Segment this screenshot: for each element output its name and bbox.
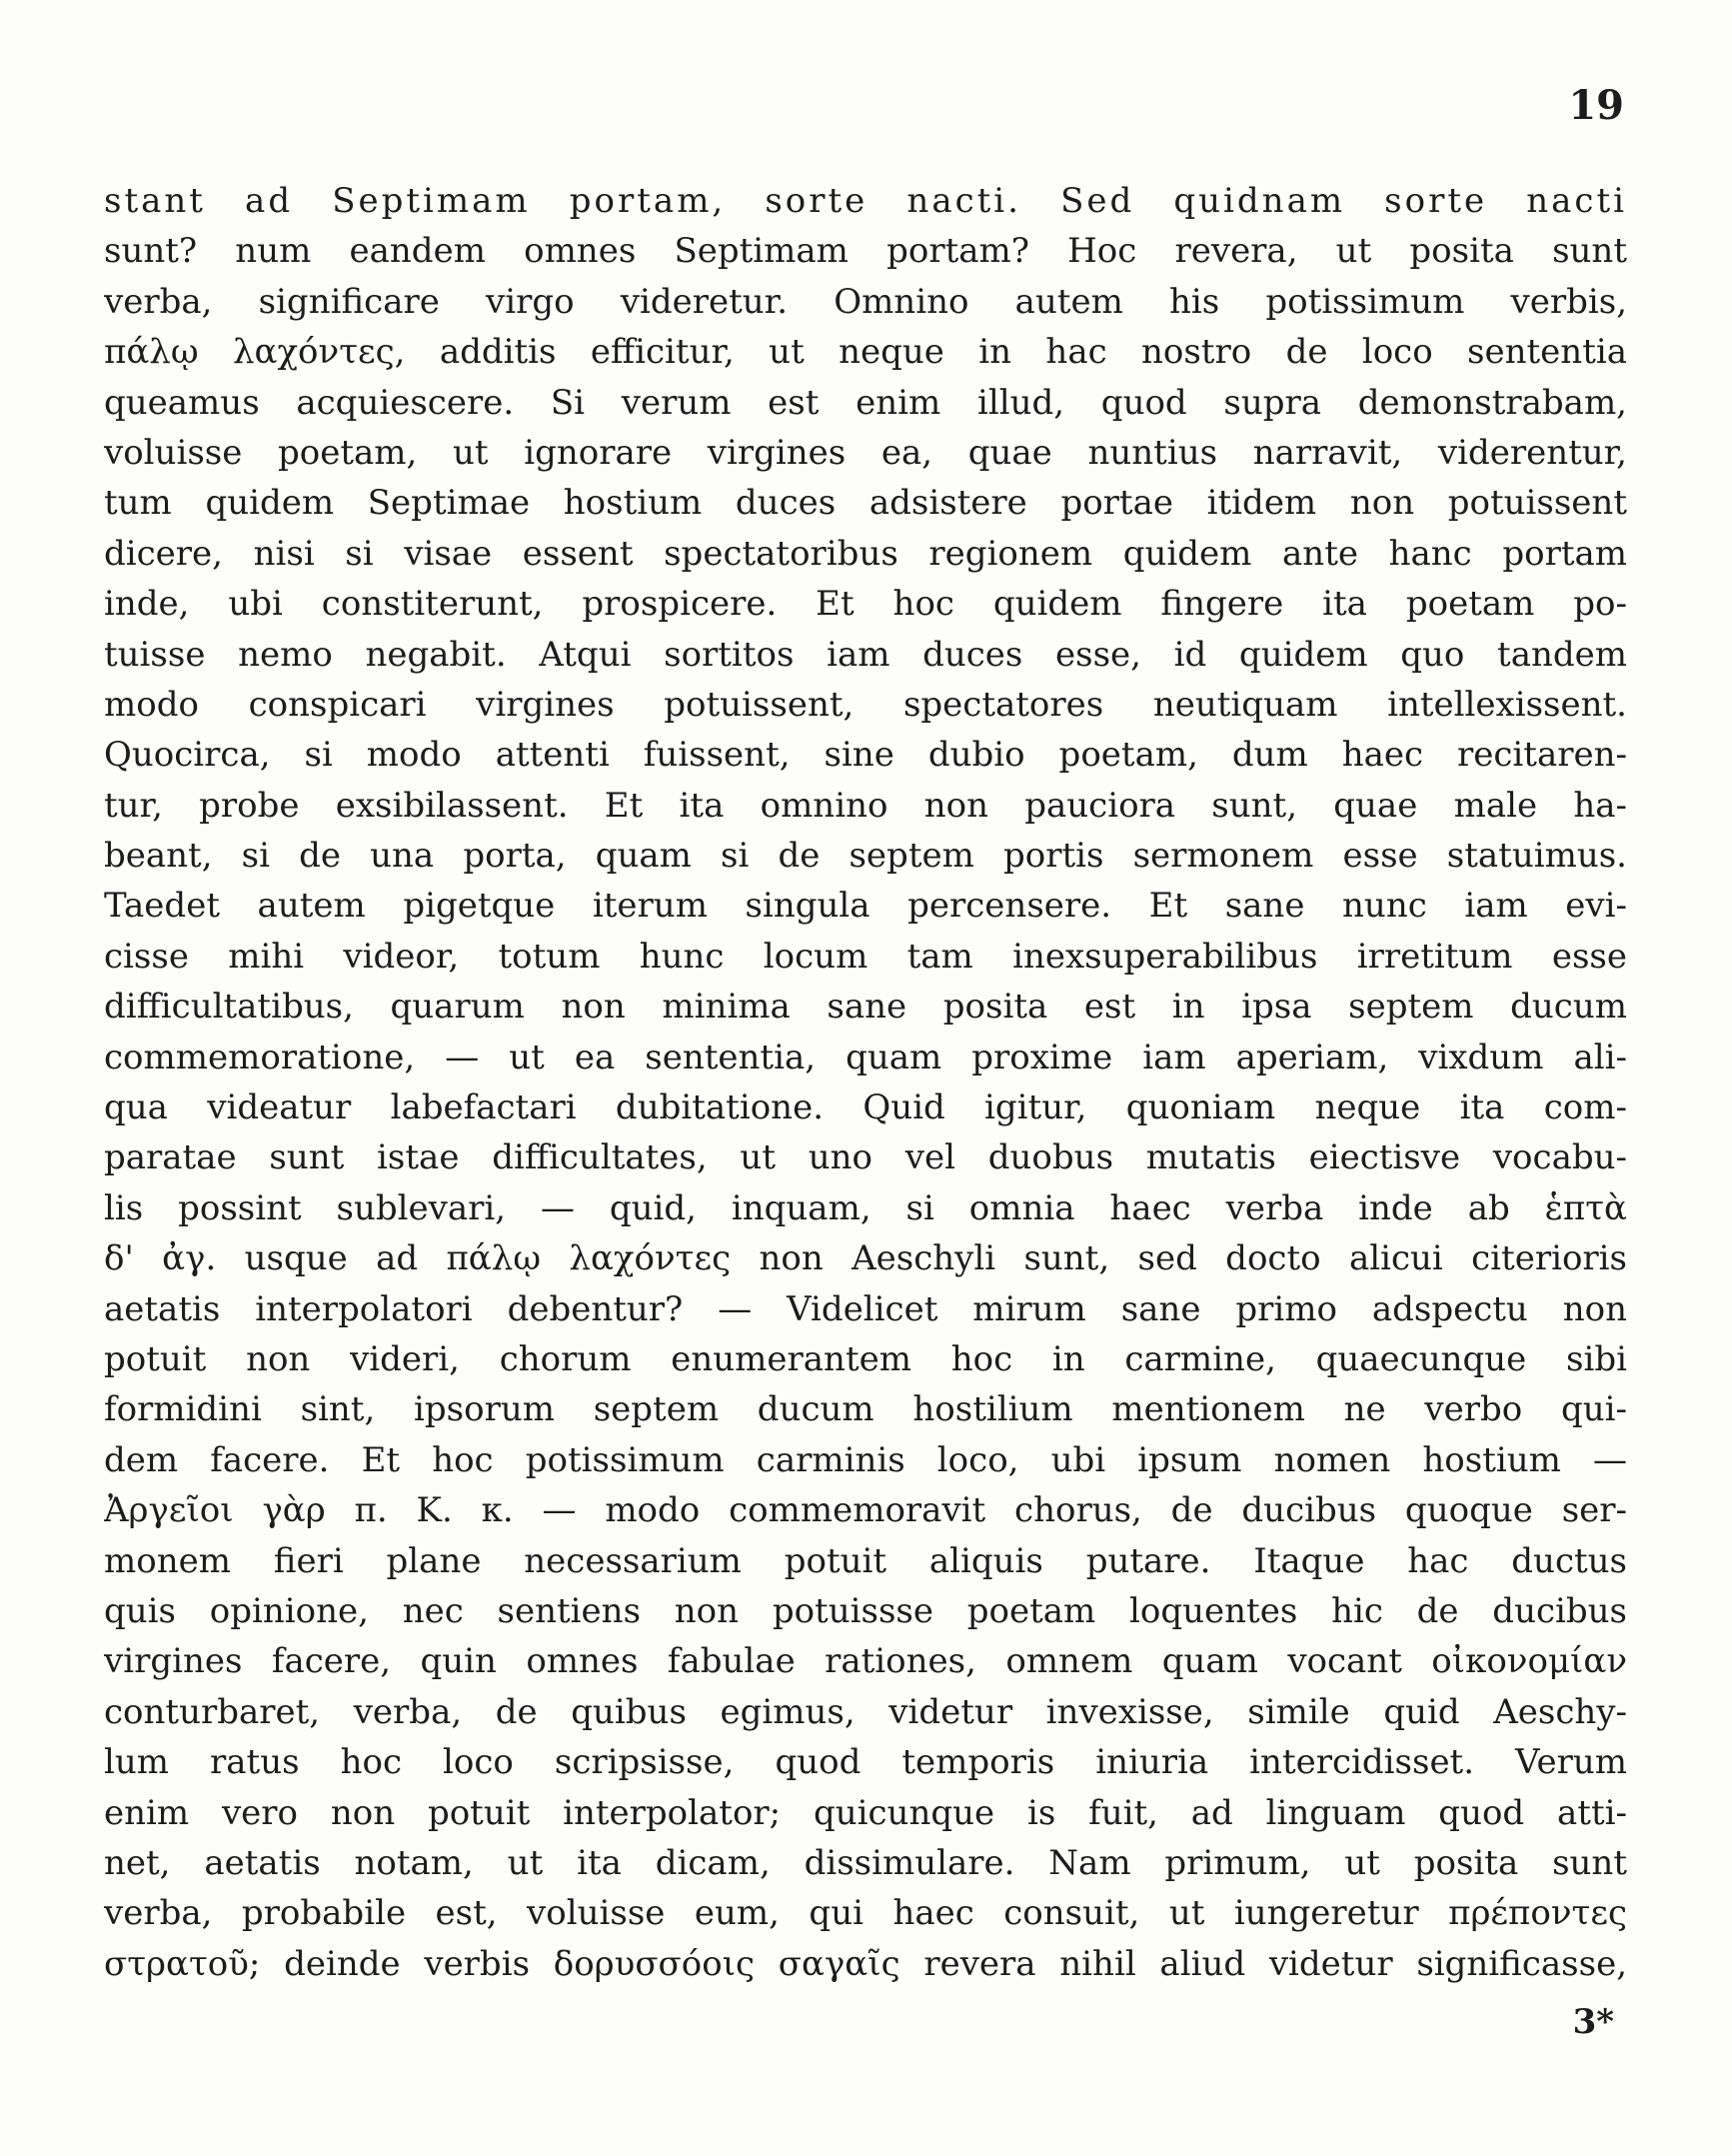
text-line: lum ratus hoc loco scripsisse, quod temporis iniuria intercidisset. Verum: [104, 1742, 1627, 1783]
text-line: πάλῳ λαχόντες, additis efficitur, ut neque in hac nostro de loco sententia: [104, 332, 1627, 373]
text-line: formidini sint, ipsorum septem ducum hostilium mentionem ne verbo qui-: [104, 1389, 1627, 1430]
text-line: modo conspicari virgines potuissent, spectatores neutiquam intellexissent.: [104, 684, 1627, 725]
text-line: inde, ubi constiterunt, prospicere. Et hoc quidem fingere ita poetam po-: [104, 584, 1627, 625]
text-line: στρατοῦ; deinde verbis δορυσσόοις σαγαῖς revera nihil aliud videtur significasse,: [104, 1943, 1627, 1984]
text-line: verba, probabile est, voluisse eum, qui haec consuit, ut iungeretur πρέποντες: [104, 1893, 1627, 1934]
text-line: δ' ἀγ. usque ad πάλῳ λαχόντες non Aeschyli sunt, sed docto alicui citerioris: [104, 1238, 1627, 1279]
text-line: tur, probe exsibilassent. Et ita omnino non pauciora sunt, quae male ha-: [104, 785, 1627, 826]
text-line: tum quidem Septimae hostium duces adsistere portae itidem non potuissent: [104, 483, 1627, 524]
text-line: sunt? num eandem omnes Septimam portam? Hoc revera, ut posita sunt: [104, 231, 1627, 272]
page-number: 19: [1568, 82, 1624, 129]
text-line: Ἀργεῖοι γὰρ π. Κ. κ. — modo commemoravit chorus, de ducibus quoque ser-: [104, 1490, 1627, 1531]
body-text: [104, 176, 1627, 1989]
text-line: qua videatur labefactari dubitatione. Quid igitur, quoniam neque ita com-: [104, 1087, 1627, 1128]
text-line: lis possint sublevari, — quid, inquam, si omnia haec verba inde ab ἑπτὰ: [104, 1187, 1627, 1228]
text-line: quis opinione, nec sentiens non potuissse poetam loquentes hic de ducibus: [104, 1590, 1627, 1631]
text-line: net, aetatis notam, ut ita dicam, dissimulare. Nam primum, ut posita sunt: [104, 1842, 1627, 1883]
text-line: Taedet autem pigetque iterum singula percensere. Et sane nunc iam evi-: [104, 886, 1627, 927]
text-line: monem fieri plane necessarium potuit aliquis putare. Itaque hac ductus: [104, 1540, 1627, 1581]
text-line: queamus acquiescere. Si verum est enim illud, quod supra demonstrabam,: [104, 382, 1627, 423]
text-line: enim vero non potuit interpolator; quicunque is fuit, ad linguam quod atti-: [104, 1792, 1627, 1833]
text-line: potuit non videri, chorum enumerantem hoc in carmine, quaecunque sibi: [104, 1338, 1627, 1379]
text-line: tuisse nemo negabit. Atqui sortitos iam duces esse, id quidem quo tandem: [104, 634, 1627, 675]
text-line: beant, si de una porta, quam si de septem portis sermonem esse statuimus.: [104, 836, 1627, 877]
text-line: Quocirca, si modo attenti fuissent, sine dubio poetam, dum haec recitaren-: [104, 735, 1627, 776]
text-line: paratae sunt istae difficultates, ut uno vel duobus mutatis eiectisve vocabu-: [104, 1137, 1627, 1178]
text-line: conturbaret, verba, de quibus egimus, videtur invexisse, simile quid Aeschy-: [104, 1691, 1627, 1732]
text-line: stant ad Septimam portam, sorte nacti. Sed quidnam sorte nacti: [104, 181, 1627, 221]
text-line: aetatis interpolatori debentur? — Videlicet mirum sane primo adspectu non: [104, 1288, 1627, 1329]
text-line: difficultatibus, quarum non minima sane posita est in ipsa septem ducum: [104, 987, 1627, 1028]
text-line: dicere, nisi si visae essent spectatoribus regionem quidem ante hanc portam: [104, 533, 1627, 574]
text-line: verba, significare virgo videretur. Omnino autem his potissimum verbis,: [104, 281, 1627, 322]
text-line: virgines facere, quin omnes fabulae rationes, omnem quam vocant οἰκονομίαν: [104, 1641, 1627, 1682]
text-line: cisse mihi videor, totum hunc locum tam inexsuperabilibus irretitum esse: [104, 936, 1627, 977]
text-line: voluisse poetam, ut ignorare virgines ea, quae nuntius narravit, viderentur,: [104, 432, 1627, 473]
text-line: dem facere. Et hoc potissimum carminis loco, ubi ipsum nomen hostium —: [104, 1439, 1627, 1480]
signature-mark: 3*: [1572, 2002, 1614, 2042]
text-line: commemoratione, — ut ea sententia, quam proxime iam aperiam, vixdum ali-: [104, 1037, 1627, 1078]
